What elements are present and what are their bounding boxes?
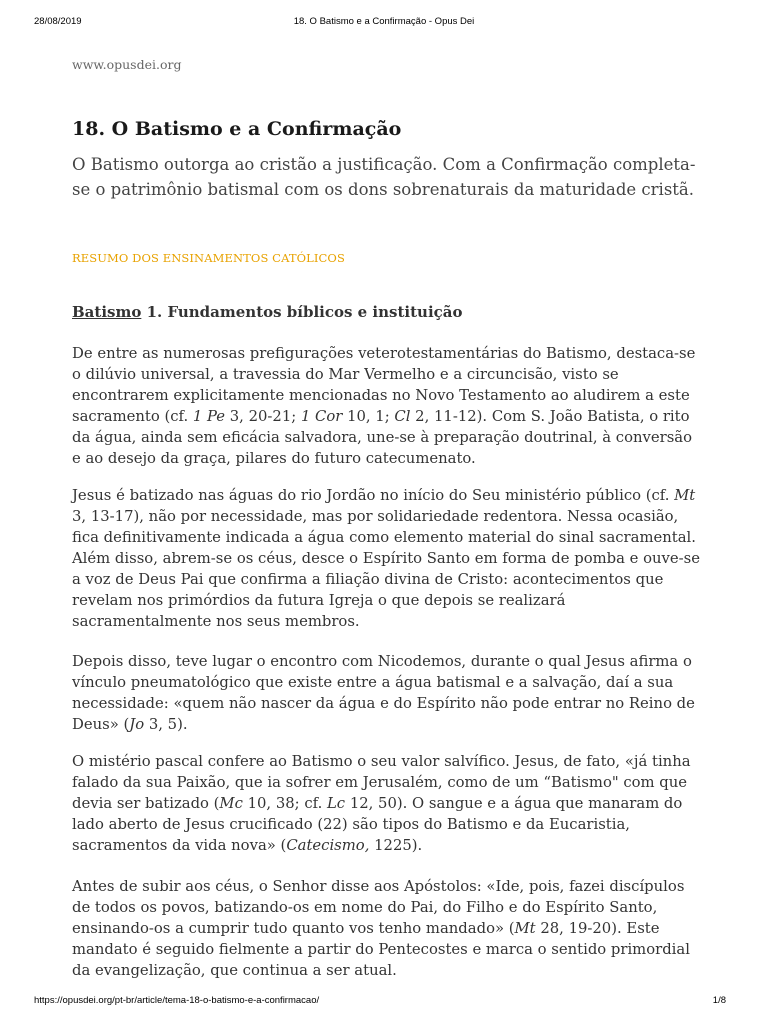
citation: Mc xyxy=(219,795,243,812)
text: O mistério pascal confere ao Batismo o seu valor salvífico. Jesus, de fato, «já tinha falado da sua Paixão, que ia sofrer em Jerusalém, como de um “Batismo" com que devia ser batizado ( xyxy=(72,753,691,812)
text: 28, 19-20). Este mandato é seguido fielmente a partir do Pentecostes e marca o sentido primordial da evangelização, que continua a ser atual. xyxy=(72,920,690,979)
paragraph-2 xyxy=(72,485,702,632)
text: 2, 11-12). Com S. João Batista, o rito da água, ainda sem eficácia salvadora, une-se à preparação doutrinal, à conversão e ao desejo da graça, pilares do futuro catecumenato. xyxy=(72,408,693,467)
article-title: 18. O Batismo e a Confirmação xyxy=(72,118,402,140)
citation: Cl xyxy=(394,408,411,425)
text: 1225). xyxy=(369,837,423,854)
paragraph-3 xyxy=(72,651,702,735)
paragraph-1 xyxy=(72,343,702,469)
section-heading-text: 1. Fundamentos bíblicos e instituição xyxy=(141,303,463,321)
print-url: https://opusdei.org/pt-br/article/tema-18-o-batismo-e-a-confirmacao/ xyxy=(34,995,320,1006)
text: De entre as numerosas prefigurações veterotestamentárias do Batismo, destaca-se o dilúvio universal, a travessia do Mar Vermelho e a circuncisão, visto se encontrarem explicitamente mencionadas no Novo Testamento ao aludirem a este sacramento (cf. xyxy=(72,345,696,425)
text: Jesus é batizado nas águas do rio Jordão no início do Seu ministério público (cf. xyxy=(72,487,675,504)
print-page-number: 1/8 xyxy=(712,995,726,1006)
citation: Catecismo, xyxy=(286,837,370,854)
text: Depois disso, teve lugar o encontro com Nicodemos, durante o qual Jesus afirma o vínculo pneumatológico que existe entre a água batismal e a salvação, daí a sua necessidade: «quem não nascer da água e do Espírito não pode entrar no Reino de Deus» ( xyxy=(72,653,695,733)
text: 10, 1; xyxy=(342,408,395,425)
batismo-link[interactable]: Batismo xyxy=(72,303,142,321)
citation: Lc xyxy=(326,795,346,812)
article-lead: O Batismo outorga ao cristão a justificação. Com a Confirmação completa-se o patrimônio batismal com os dons sobrenaturais da maturidade cristã. xyxy=(72,155,696,199)
citation: Mt xyxy=(514,920,536,937)
text: 12, 50). O sangue e a água que manaram do lado aberto de Jesus crucificado (22) são tipos do Batismo e da Eucaristia, sacramentos da vida nova» ( xyxy=(72,795,683,854)
section-heading xyxy=(72,301,463,323)
summary-label: RESUMO DOS ENSINAMENTOS CATÓLICOS xyxy=(72,251,345,265)
site-link[interactable]: www.opusdei.org xyxy=(72,57,182,72)
citation: Jo xyxy=(129,716,145,733)
paragraph-5 xyxy=(72,876,702,981)
text: 3, 5). xyxy=(144,716,188,733)
text: 3, 13-17), não por necessidade, mas por solidariedade redentora. Nessa ocasião, fica definitivamente indicada a água como elemento material do sinal sacramental. Além disso, abrem-se os céus, desce o Espírito Santo em forma de pomba e ouve-se a voz de Deus Pai que confirma a filiação divina de Cristo: acontecimentos que revelam nos primórdios da futura Igreja o que depois se realizará sacramentalmente nos seus membros. xyxy=(72,508,701,630)
paragraph-4 xyxy=(72,751,702,856)
text: 10, 38; cf. xyxy=(242,795,327,812)
citation: 1 Pe xyxy=(192,408,226,425)
text: 3, 20-21; xyxy=(225,408,301,425)
print-date: 28/08/2019 xyxy=(34,16,82,27)
article xyxy=(72,57,702,979)
print-page-title: 18. O Batismo e a Confirmação - Opus Dei xyxy=(293,16,475,27)
citation: Mt xyxy=(674,487,696,504)
citation: 1 Cor xyxy=(300,408,343,425)
text: Antes de subir aos céus, o Senhor disse aos Apóstolos: «Ide, pois, fazei discípulos de todos os povos, batizando-os em nome do Pai, do Filho e do Espírito Santo, ensinando-os a cumprir tudo quanto vos tenho mandado» ( xyxy=(72,878,685,937)
